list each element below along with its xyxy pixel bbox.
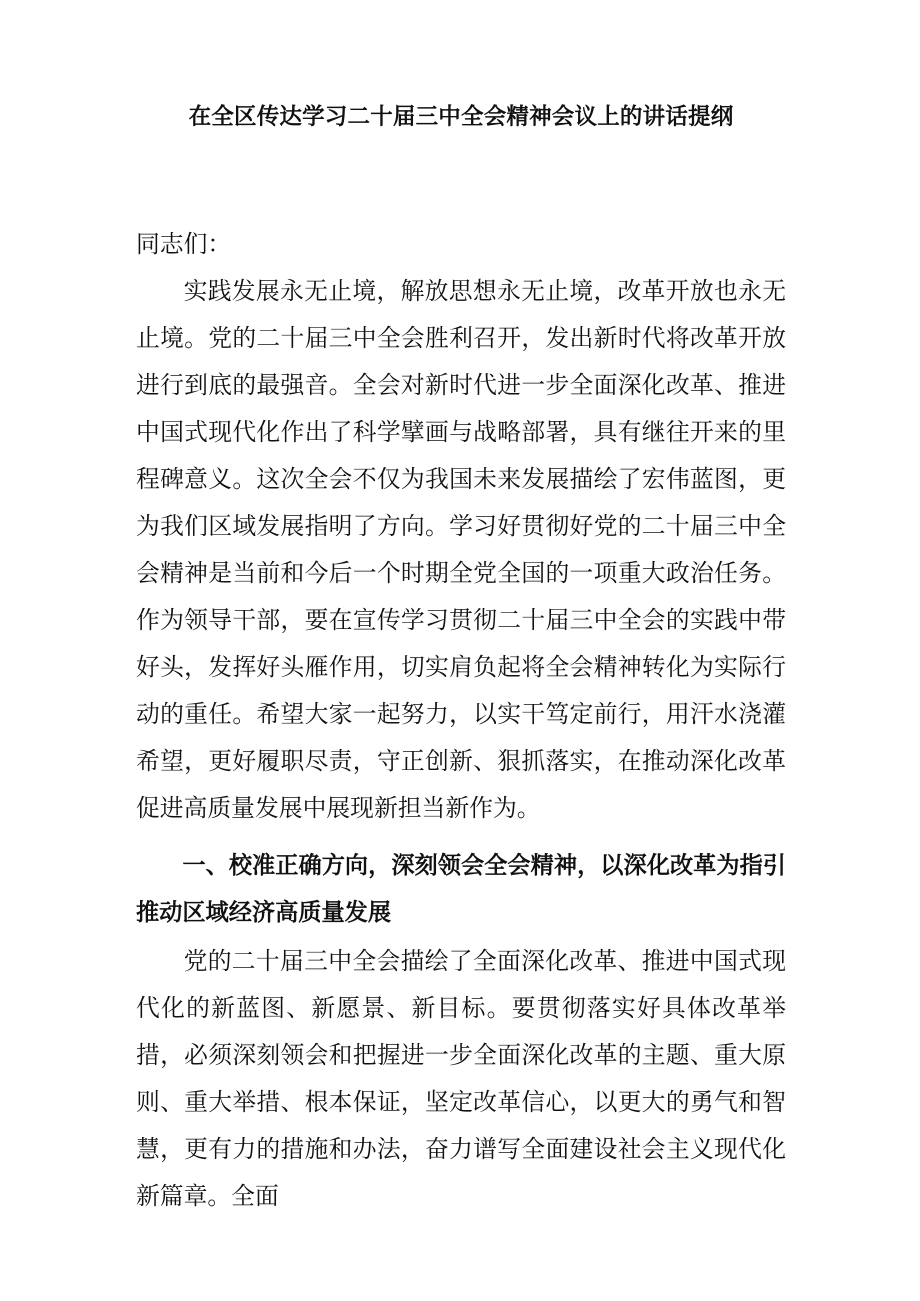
document-body bbox=[136, 221, 786, 1220]
salutation: 同志们： bbox=[136, 230, 232, 258]
document-title: 在全区传达学习二十届三中全会精神会议上的讲话提纲 bbox=[188, 104, 734, 130]
section-paragraph: 党的二十届三中全会描绘了全面深化改革、推进中国式现代化的新蓝图、新愿景、新目标。要贯彻落实好具体改革举措，必须深刻领会和把握进一步全面深化改革的主题、重大原则、重大举措、根本保证，坚定改革信心，以更大的勇气和智慧，更有力的措施和办法，奋力谱写全面建设社会主义现代化新篇章。全面 bbox=[136, 947, 786, 1210]
section-heading: 一、校准正确方向，深刻领会全会精神，以深化改革为指引推动区域经济高质量发展 bbox=[136, 852, 786, 926]
intro-paragraph: 实践发展永无止境，解放思想永无止境，改革开放也永无止境。党的二十届三中全会胜利召开，发出新时代将改革开放进行到底的最强音。全会对新时代进一步全面深化改革、推进中国式现代化作出了科学擘画与战略部署，具有继往开来的里程碑意义。这次全会不仅为我国未来发展描绘了宏伟蓝图，更为我们区域发展指明了方向。学习好贯彻好党的二十届三中全会精神是当前和今后一个时期全党全国的一项重大政治任务。作为领导干部，要在宣传学习贯彻二十届三中全会的实践中带好头，发挥好头雁作用，切实肩负起将全会精神转化为实际行动的重任。希望大家一起努力，以实干笃定前行，用汗水浇灌希望，更好履职尽责，守正创新、狠抓落实，在推动深化改革促进高质量发展中展现新担当新作为。 bbox=[136, 277, 786, 822]
